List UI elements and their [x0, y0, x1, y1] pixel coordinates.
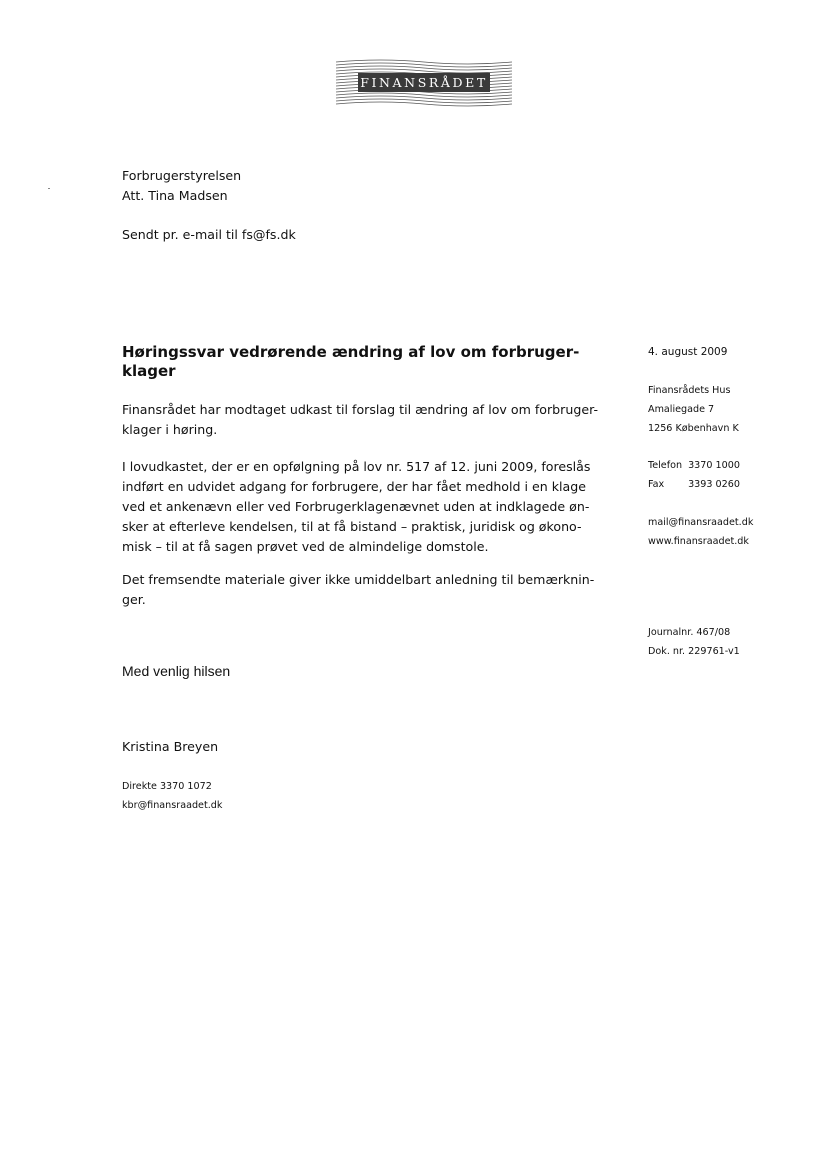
body-paragraph — [122, 400, 602, 440]
paragraph-line: misk – til at få sagen prøvet ved de almindelige domstole. — [122, 539, 489, 554]
phone-label: Telefon — [648, 460, 683, 471]
phone-row — [648, 456, 740, 475]
paragraph-line: ved et ankenævn eller ved Forbrugerklagenævnet uden at indklagede øn- — [122, 499, 590, 514]
recipient-line: Forbrugerstyrelsen — [122, 168, 242, 183]
phone-value: 3370 1000 — [688, 460, 740, 471]
sent-note: Sendt pr. e-mail til fs@fs.dk — [122, 227, 296, 242]
paragraph-line: Finansrådet har modtaget udkast til forslag til ændring af lov om forbruger- — [122, 402, 598, 417]
body-paragraph — [122, 457, 602, 557]
fax-value: 3393 0260 — [688, 479, 740, 490]
paragraph-line: ger. — [122, 592, 146, 607]
recipient-line: Att. Tina Madsen — [122, 188, 228, 203]
sender-phone-fax — [648, 456, 740, 494]
paragraph-line: I lovudkastet, der er en opfølgning på lov nr. 517 af 12. juni 2009, foreslås — [122, 459, 591, 474]
fax-row — [648, 475, 740, 494]
sender-street: Amaliegade 7 — [648, 404, 715, 415]
finansraadet-logo — [336, 58, 512, 108]
logo-wordmark: FINANSRÅDET — [358, 73, 490, 92]
signer-contact — [122, 777, 222, 815]
signer-name: Kristina Breyen — [122, 739, 219, 754]
sender-email: mail@finansraadet.dk — [648, 517, 754, 528]
closing-salutation: Med venlig hilsen — [122, 663, 231, 679]
paragraph-line: Det fremsendte materiale giver ikke umiddelbart anledning til bemærknin- — [122, 572, 595, 587]
fax-label: Fax — [648, 479, 665, 490]
paragraph-line: sker at efterleve kendelsen, til at få bistand – praktisk, juridisk og økono- — [122, 519, 582, 534]
sender-website: www.finansraadet.dk — [648, 536, 749, 547]
heading-line: Høringssvar vedrørende ændring af lov om forbruger- — [122, 343, 580, 361]
paragraph-line: klager i høring. — [122, 422, 218, 437]
scan-speck — [48, 188, 50, 189]
recipient-address — [122, 166, 241, 206]
sender-city: 1256 København K — [648, 423, 739, 434]
sender-org: Finansrådets Hus — [648, 385, 731, 396]
heading-line: klager — [122, 362, 176, 380]
body-paragraph — [122, 570, 602, 610]
document-number: Dok. nr. 229761-v1 — [648, 646, 740, 657]
letter-heading — [122, 343, 579, 381]
signer-phone: Direkte 3370 1072 — [122, 781, 212, 792]
journal-number: Journalnr. 467/08 — [648, 627, 731, 638]
sender-address — [648, 381, 739, 438]
paragraph-line: indført en udvidet adgang for forbrugere, der har fået medhold i en klage — [122, 479, 586, 494]
document-reference — [648, 623, 740, 661]
letter-date: 4. august 2009 — [648, 346, 728, 358]
signer-email: kbr@finansraadet.dk — [122, 800, 223, 811]
sender-online — [648, 513, 753, 551]
